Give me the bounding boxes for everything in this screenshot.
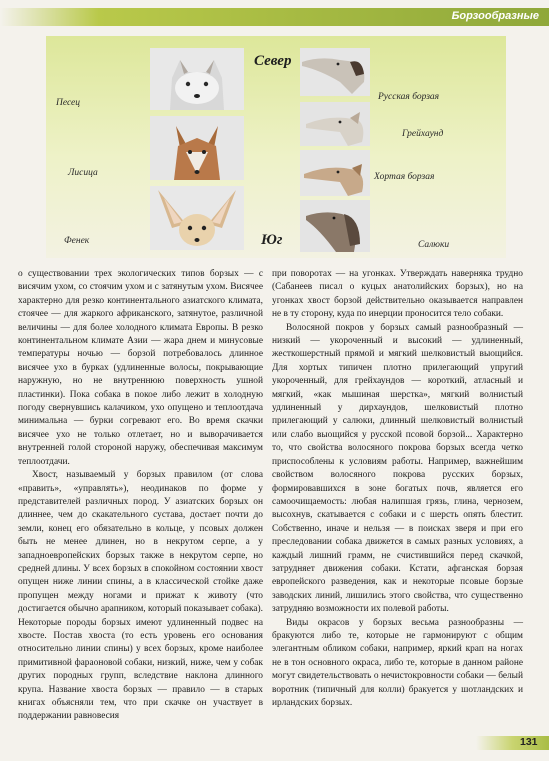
red-fox-photo bbox=[150, 116, 244, 180]
page-number-bar bbox=[476, 736, 549, 750]
label-fennec: Фенек bbox=[64, 236, 90, 246]
south-label: Юг bbox=[261, 232, 283, 248]
arctic-fox-photo bbox=[150, 48, 244, 110]
section-title: Борзообразные bbox=[451, 10, 539, 22]
label-greyhound: Грейхаунд bbox=[402, 129, 444, 139]
text-column-right bbox=[272, 268, 523, 710]
north-label: Север bbox=[254, 53, 292, 69]
greyhound-photo bbox=[300, 102, 370, 146]
label-russian-borzoi: Русская борзая bbox=[378, 92, 440, 102]
fennec-photo bbox=[150, 186, 244, 250]
russian-borzoi-photo bbox=[300, 48, 370, 96]
label-saluki: Салюки bbox=[418, 240, 450, 250]
paragraph: при поворотах — на угонках. Утверждать наверняка трудно (Сабанеев писал о куцых анатолийских борзых), но на угонках хвост борзой действительно оказывается направлен не в ту сторону, куда по инерции проносится тело собаки. bbox=[272, 269, 523, 320]
saluki-photo bbox=[300, 200, 370, 252]
text-column-left bbox=[18, 268, 263, 724]
label-red-fox: Лисица bbox=[68, 168, 98, 178]
ecology-figure bbox=[46, 36, 506, 258]
paragraph: Хвост, называемый у борзых правилом (от слова «править», «управлять»), неодинаков по форме у представителей различных пород. У азиатских борзых он длиннее, чем до скакательного сустава, достает почти до земли, конец его обязательно в кольце, у псовых должен быть не менее длинен, но в некрутом серпе, а у западноевропейских борзых также в некрутом серпе, но средней длины. У всех борзых в спокойном состоянии хвост опущен ниже линии спины, а в классической стойке даже пропущен между ногами и прижат к животу (что достигается обычно арапником, который показывает собака). Некоторые породы борзых имеют удлиненный подвес на хвосте. Постав хвоста (то есть уровень его основания относительно линии спины) у всех борзых, кроме наиболее примитивной фараоновой собаки, низкий, ниже, чем у собак других породных групп, вследствие наклона длинного крупа. Название хвоста борзых — правило — в старых книгах объясняли тем, что при скачке он участвует в поддержании равновесия bbox=[18, 470, 263, 722]
label-hortaya: Хортая борзая bbox=[374, 172, 435, 182]
hortaya-photo bbox=[300, 150, 370, 196]
paragraph: Волосяной покров у борзых самый разнообразный — низкий — укороченный и высокий — удлиненный, жесткошерстный прямой и мягкий шелковистый выощийся. Для хортых типичен плотно прилегающий упругий укороченный, для грейхаундов — короткий, атласный и мягкий, «как мышиная шерстка», мягкий волнистый удлиненный у дирхаундов, шелковистый плотно прилегающий у салюки, длинный шелковистый волнистый или слабо выощийся у русской псовой борзой... Характерно то, что свойства волосяного покрова борзых всегда четко приспособлены к условиям работы. Например, важнейшим свойством волосяного покрова русских борзых, формировавшихся в зоне богатых почв, является его самоочищаемость: любая налипшая грязь, глина, чернозем, высохнув, скатывается с собаки и с шерсть опять блестит. Собственно, иначе и нельзя — в поисках зверя и при его преследовании собака движется в самых разных условиях, а каждый лишний грамм, не счистившийся перед скачкой, затрудняет движения собаки. Кстати, афганская борзая европейского разведения, как и некоторые псовые борзые заводских линий, лишились этого свойства, что существенно затрудняю возможности их полевой работы. bbox=[272, 322, 523, 615]
paragraph: о существовании трех экологических типов борзых — с висячим ухом, со стоячим ухом и с затянутым ухом. Висячее характерно для резко континентального азиатского климата, стоячее — для жаркого африканского, затянутое, различной величины — для более холодного климата Европы. В резко континентальном климате Азии — жара днем и минусовые температуры ночью — борзой потребовалось длинное висячее ухо в бурках (удлиненные волосы, покрывающие наружную, но не внутреннюю поверхность ушной пластинки). Пока собака в покое либо лежит в холодную погоду свернувшись калачиком, ухо опущено и теплоотдача минимальна — бурки согревают его. Во время скачки висячее ухо не только отлетает, но и выворачивается внутренней голой стороной наружу, обеспечивая максимум теплоотдачи. bbox=[18, 269, 263, 467]
label-arctic-fox: Песец bbox=[56, 98, 81, 108]
paragraph: Виды окрасов у борзых весьма разнообразны — бракуются либо те, которые не гармонируют с общим элегантным обликом собаки, например, яркий крап на ногах не в тон основного окраса, либо те, которые в данном районе могут свидетельствовать о нечистокровности собаки — белый воротник (типичный для колли) бракуется у шотландских и ирландских борзых. bbox=[272, 617, 523, 708]
page-number: 131 bbox=[520, 736, 538, 748]
